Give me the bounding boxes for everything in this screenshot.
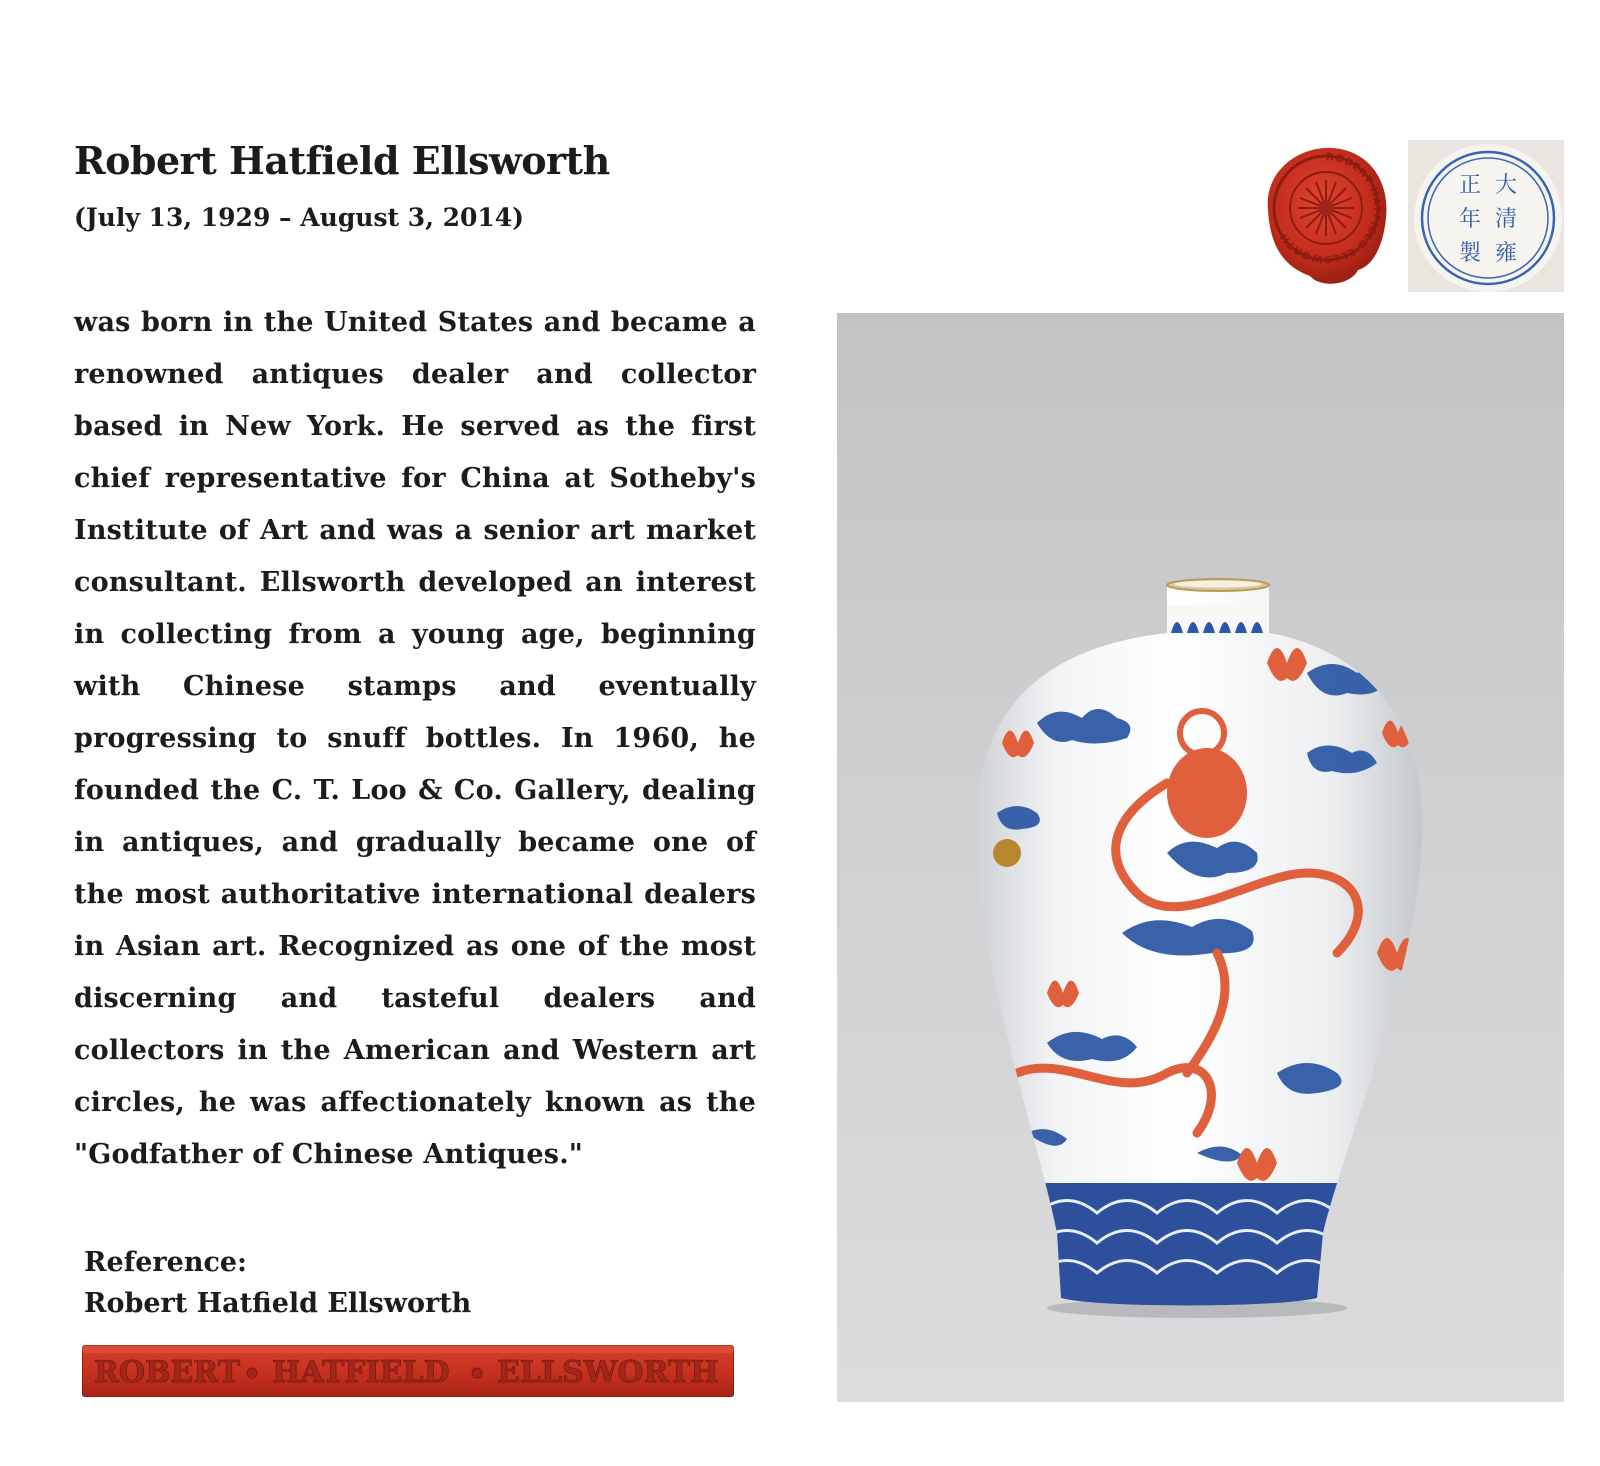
seal-inscription: ROBERT HATFIELD ELLSWORTH xyxy=(1277,151,1383,265)
reference-label: Reference: xyxy=(84,1247,248,1278)
reign-char-6: 製 xyxy=(1458,241,1482,266)
reign-char-1: 大 xyxy=(1494,173,1518,198)
reign-char-2: 清 xyxy=(1494,207,1518,232)
life-dates: (July 13, 1929 – August 3, 2014) xyxy=(74,203,525,232)
collector-stamp-strip xyxy=(82,1345,734,1397)
stamp-word-ellsworth: ELLSWORTH xyxy=(497,1355,719,1390)
wax-seal-image xyxy=(1260,140,1392,290)
stamp-word-robert: ROBERT xyxy=(94,1355,241,1390)
reference-name: Robert Hatfield Ellsworth xyxy=(84,1288,472,1319)
biography-text: was born in the United States and became a renowned antiques dealer and collector based in New York. He served as the first chief representative for China at Sotheby's Institute of Art and was a senior art market consultant. Ellsworth developed an interest in collecting from a young age, beginning with Chinese stamps and eventually progressing to snuff bottles. In 1960, he founded the C. T. Loo & Co. Gallery, dealing in antiques, and gradually became one of the most authoritative international dealers in Asian art. Recognized as one of the most discerning and tasteful dealers and collectors in the American and Western art circles, he was affectionately known as the "Godfather of Chinese Antiques." xyxy=(74,307,756,1170)
page-title: Robert Hatfield Ellsworth xyxy=(74,138,610,183)
meiping-vase-photo xyxy=(837,313,1564,1402)
reign-char-4: 正 xyxy=(1458,173,1482,198)
reign-char-3: 雍 xyxy=(1494,241,1518,266)
reign-mark-image xyxy=(1408,140,1564,292)
stamp-word-hatfield: HATFIELD xyxy=(272,1355,450,1390)
reign-char-5: 年 xyxy=(1458,207,1482,232)
